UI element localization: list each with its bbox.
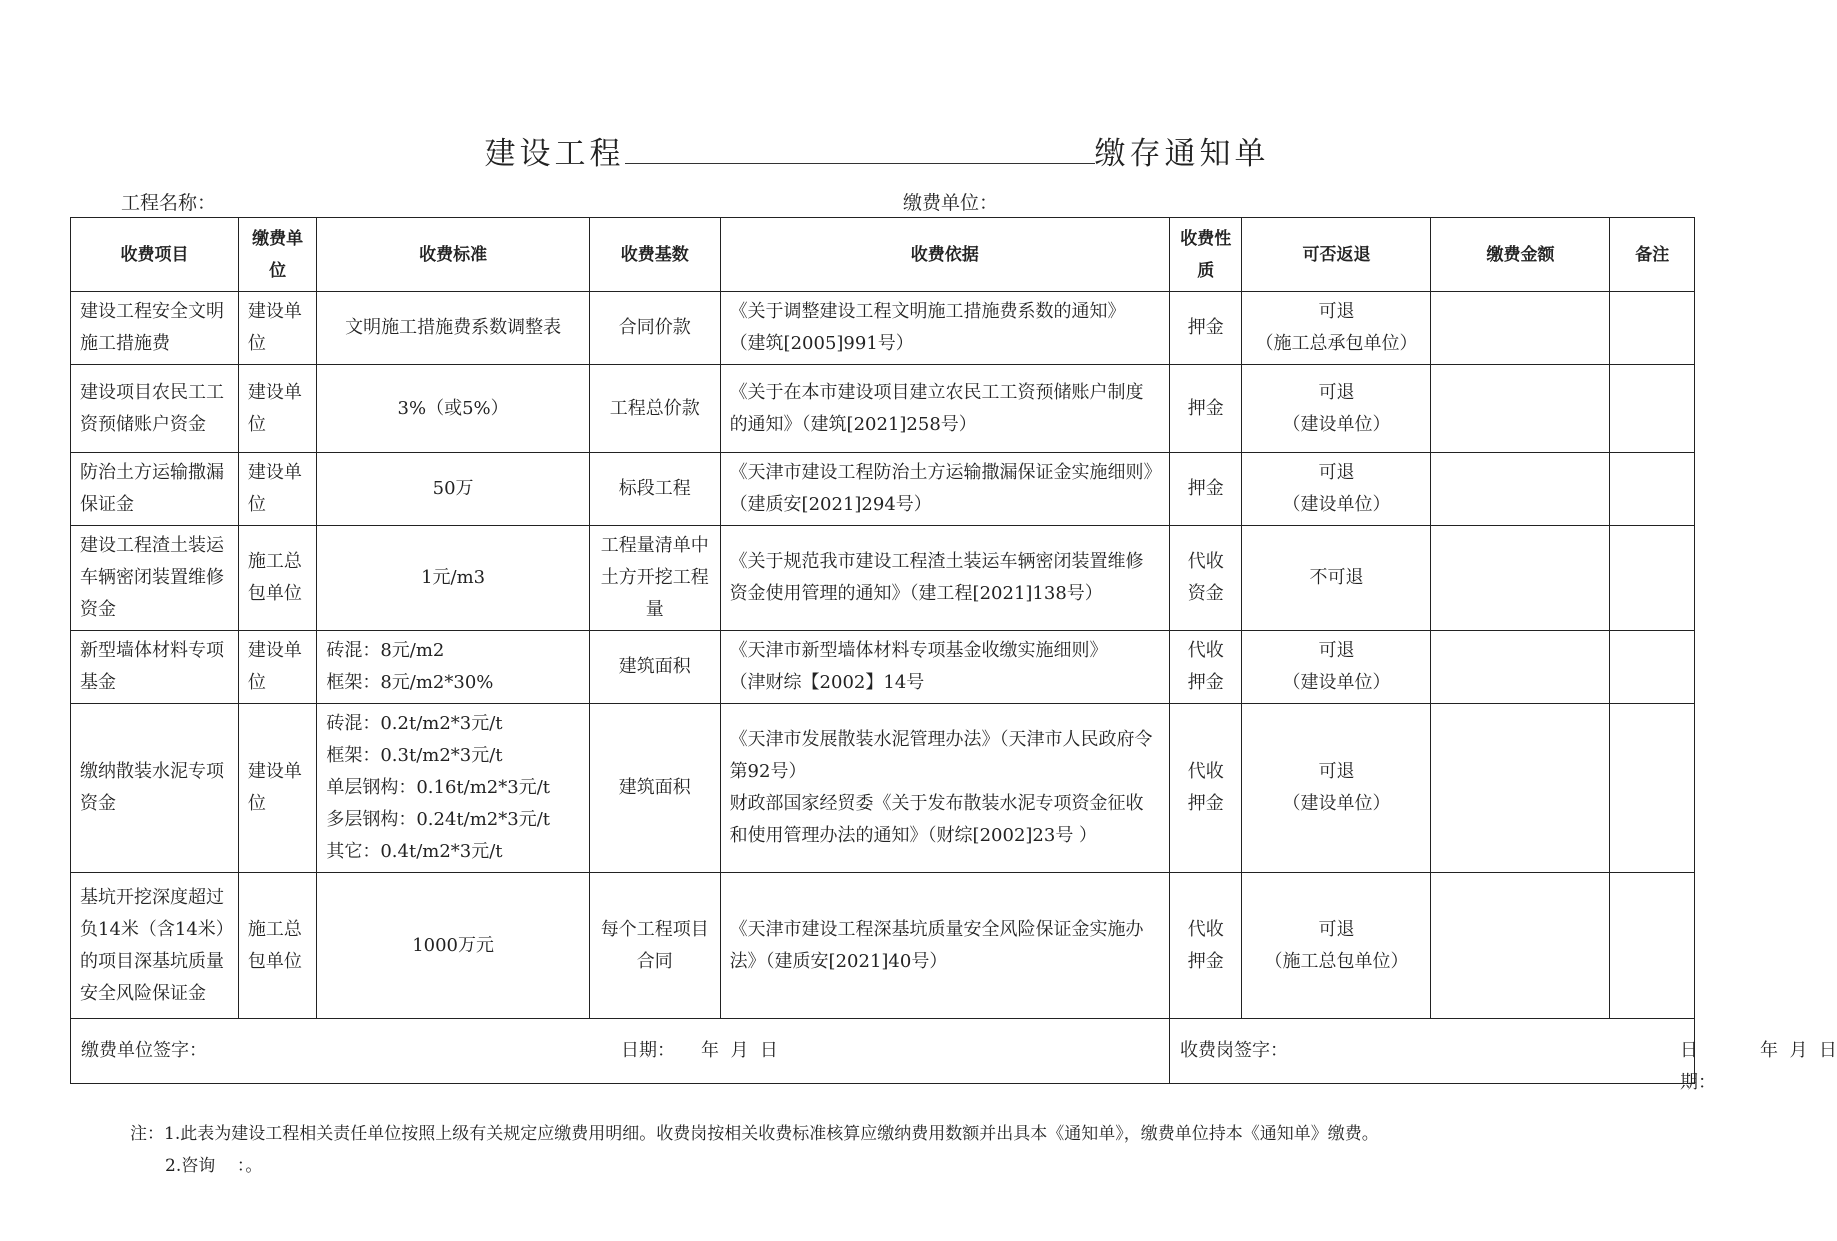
cell-refund-line: 可退 xyxy=(1318,761,1355,782)
cell-payer: 建设单位 xyxy=(238,704,316,873)
cell-refund-line: （施工总包单位） xyxy=(1264,950,1409,972)
cell-refund xyxy=(1242,453,1431,526)
cell-amount xyxy=(1431,704,1610,873)
cell-refund-line: 可退 xyxy=(1318,381,1355,403)
cell-standard-line: 框架：0.3t/m2*3元/t xyxy=(326,745,503,766)
cell-standard-line: 其它：0.4t/m2*3元/t xyxy=(326,841,503,862)
cell-amount xyxy=(1431,365,1610,453)
cell-standard xyxy=(317,365,590,453)
header-amount: 缴费金额 xyxy=(1431,218,1610,292)
cell-refund xyxy=(1242,704,1431,873)
table-row xyxy=(71,704,1695,873)
cell-basis-line: 《天津市建设工程深基坑质量安全风险保证金实施办法》（建质安[2021]40号） xyxy=(729,918,1144,972)
cell-refund-line: （建设单位） xyxy=(1282,413,1391,435)
payer-signature-cell xyxy=(71,1019,1170,1084)
cell-refund xyxy=(1242,873,1431,1019)
cell-remark xyxy=(1610,365,1695,453)
cell-payer: 建设单位 xyxy=(238,365,316,453)
header-base: 收费基数 xyxy=(589,218,720,292)
cell-amount xyxy=(1431,292,1610,365)
cell-standard-line: 单层钢构：0.16t/m2*3元/t xyxy=(326,777,550,798)
table-header-row xyxy=(71,218,1695,292)
header-refund: 可否返退 xyxy=(1242,218,1431,292)
cell-nature: 押金 xyxy=(1170,453,1242,526)
cell-payer: 建设单位 xyxy=(238,453,316,526)
table-row xyxy=(71,526,1695,631)
cell-basis xyxy=(720,292,1169,365)
cell-remark xyxy=(1610,292,1695,365)
cell-base: 标段工程 xyxy=(589,453,720,526)
cell-item: 建设工程安全文明施工措施费 xyxy=(71,292,239,365)
cell-standard-line: 50万 xyxy=(432,478,474,499)
cell-basis-line: （建筑[2005]991号） xyxy=(729,333,914,354)
cell-basis-line: 《天津市新型墙体材料专项基金收缴实施细则》 xyxy=(729,640,1108,661)
cell-remark xyxy=(1610,526,1695,631)
cell-remark xyxy=(1610,453,1695,526)
cell-nature: 代收押金 xyxy=(1170,631,1242,704)
cell-refund-line: 不可退 xyxy=(1309,567,1364,588)
cell-basis-line: 《关于调整建设工程文明施工措施费系数的通知》 xyxy=(729,301,1126,322)
header-payer: 缴费单位 xyxy=(238,218,316,292)
cell-refund-line: 可退 xyxy=(1318,301,1355,322)
cell-refund-line: 可退 xyxy=(1318,640,1355,661)
cell-basis xyxy=(720,873,1169,1019)
cell-amount xyxy=(1431,873,1610,1019)
payer-date-ymd: 年 月 日 xyxy=(701,1040,778,1061)
title-prefix: 建设工程 xyxy=(484,136,625,172)
table-row xyxy=(71,365,1695,453)
signature-row xyxy=(71,1019,1695,1084)
cell-standard xyxy=(317,453,590,526)
payer-date-label: 日期： xyxy=(621,1040,675,1061)
header-item: 收费项目 xyxy=(71,218,239,292)
notes xyxy=(130,1118,1379,1182)
cell-refund-line: （建设单位） xyxy=(1282,494,1391,515)
page-title xyxy=(0,128,1754,173)
cell-basis xyxy=(720,365,1169,453)
cell-payer: 施工总包单位 xyxy=(238,873,316,1019)
cell-base: 建筑面积 xyxy=(589,631,720,704)
cell-base: 工程量清单中土方开挖工程量 xyxy=(589,526,720,631)
cell-refund-line: （建设单位） xyxy=(1282,793,1391,814)
cell-base: 合同价款 xyxy=(589,292,720,365)
cell-refund-line: 可退 xyxy=(1318,918,1355,940)
cell-refund xyxy=(1242,292,1431,365)
cell-basis xyxy=(720,631,1169,704)
cell-standard xyxy=(317,292,590,365)
cell-standard xyxy=(317,873,590,1019)
cell-basis-line: 财政部国家经贸委《关于发布散装水泥专项资金征收和使用管理办法的通知》（财综[2002]23号 ） xyxy=(729,793,1144,846)
cell-nature: 代收押金 xyxy=(1170,873,1242,1019)
cell-amount xyxy=(1431,453,1610,526)
table-row xyxy=(71,453,1695,526)
payer-unit-label: 缴费单位： xyxy=(903,192,999,214)
cell-basis xyxy=(720,526,1169,631)
cell-basis xyxy=(720,704,1169,873)
title-blank-line xyxy=(625,135,1095,164)
cell-remark xyxy=(1610,631,1695,704)
cell-refund xyxy=(1242,526,1431,631)
cell-remark xyxy=(1610,873,1695,1019)
cell-standard-line: 砖混：8元/m2 xyxy=(326,640,445,661)
payer-signature-label: 缴费单位签字： xyxy=(81,1040,207,1061)
fee-table xyxy=(70,217,1837,1093)
table-row xyxy=(71,292,1695,365)
cell-nature: 押金 xyxy=(1170,365,1242,453)
header-basis: 收费依据 xyxy=(720,218,1169,292)
cell-basis-line: 《天津市建设工程防治土方运输撒漏保证金实施细则》（建质安[2021]294号） xyxy=(729,462,1153,515)
cell-refund-line: 可退 xyxy=(1318,462,1355,483)
cell-basis-line: （津财综【2002】14号 xyxy=(729,672,925,693)
cell-remark xyxy=(1610,704,1695,873)
cell-item: 建设工程渣土装运车辆密闭装置维修资金 xyxy=(71,526,239,631)
collector-date-ymd: 年 月 日 xyxy=(1760,1040,1837,1061)
table-body xyxy=(71,292,1695,1019)
cell-item: 防治土方运输撒漏保证金 xyxy=(71,453,239,526)
cell-basis-line: 《关于在本市建设项目建立农民工工资预储账户制度的通知》（建筑[2021]258号） xyxy=(729,381,1144,435)
cell-standard-line: 1000万元 xyxy=(412,934,494,956)
cell-base: 工程总价款 xyxy=(589,365,720,453)
header-nature: 收费性质 xyxy=(1170,218,1242,292)
note-1: 注：1.此表为建设工程相关责任单位按照上级有关规定应缴费用明细。收费岗按相关收费标准核算应缴纳费用数额并出具本《通知单》，缴费单位持本《通知单》缴费。 xyxy=(130,1124,1379,1144)
cell-item: 建设项目农民工工资预储账户资金 xyxy=(71,365,239,453)
cell-item: 新型墙体材料专项基金 xyxy=(71,631,239,704)
note-2: 2.咨询 ：。 xyxy=(165,1156,263,1176)
cell-base: 每个工程项目合同 xyxy=(589,873,720,1019)
cell-basis xyxy=(720,453,1169,526)
cell-standard-line: 框架：8元/m2*30% xyxy=(326,672,494,693)
cell-payer: 建设单位 xyxy=(238,631,316,704)
project-name-label: 工程名称： xyxy=(121,192,217,214)
cell-nature: 代收押金 xyxy=(1170,704,1242,873)
cell-amount xyxy=(1431,631,1610,704)
cell-standard-line: 1元/m3 xyxy=(421,567,486,588)
cell-standard xyxy=(317,526,590,631)
collector-signature-label: 收费岗签字： xyxy=(1180,1040,1289,1061)
table-row xyxy=(71,631,1695,704)
table-row xyxy=(71,873,1695,1019)
cell-amount xyxy=(1431,526,1610,631)
collector-signature-cell xyxy=(1170,1019,1837,1093)
cell-item: 基坑开挖深度超过负14米（含14米）的项目深基坑质量安全风险保证金 xyxy=(71,873,239,1019)
collector-date-label: 日期： xyxy=(1680,1040,1717,1093)
cell-standard-line: 文明施工措施费系数调整表 xyxy=(345,317,562,338)
cell-nature: 押金 xyxy=(1170,292,1242,365)
cell-basis-line: 《天津市发展散装水泥管理办法》（天津市人民政府令第92号） xyxy=(729,729,1153,782)
cell-payer: 施工总包单位 xyxy=(238,526,316,631)
cell-item: 缴纳散装水泥专项资金 xyxy=(71,704,239,873)
cell-base: 建筑面积 xyxy=(589,704,720,873)
cell-standard-line: 砖混：0.2t/m2*3元/t xyxy=(326,713,503,734)
cell-basis-line: 《关于规范我市建设工程渣土装运车辆密闭装置维修资金使用管理的通知》（建工程[2021]138号） xyxy=(729,551,1144,604)
header-remark: 备注 xyxy=(1610,218,1695,292)
header-standard: 收费标准 xyxy=(317,218,590,292)
cell-refund xyxy=(1242,365,1431,453)
cell-standard xyxy=(317,631,590,704)
cell-payer: 建设单位 xyxy=(238,292,316,365)
cell-standard-line: 多层钢构：0.24t/m2*3元/t xyxy=(326,809,550,830)
cell-refund-line: （建设单位） xyxy=(1282,672,1391,693)
cell-standard-line: 3%（或5%） xyxy=(397,397,509,419)
cell-refund xyxy=(1242,631,1431,704)
cell-standard xyxy=(317,704,590,873)
cell-nature: 代收资金 xyxy=(1170,526,1242,631)
cell-refund-line: （施工总承包单位） xyxy=(1255,333,1418,354)
title-suffix: 缴存通知单 xyxy=(1094,136,1270,172)
